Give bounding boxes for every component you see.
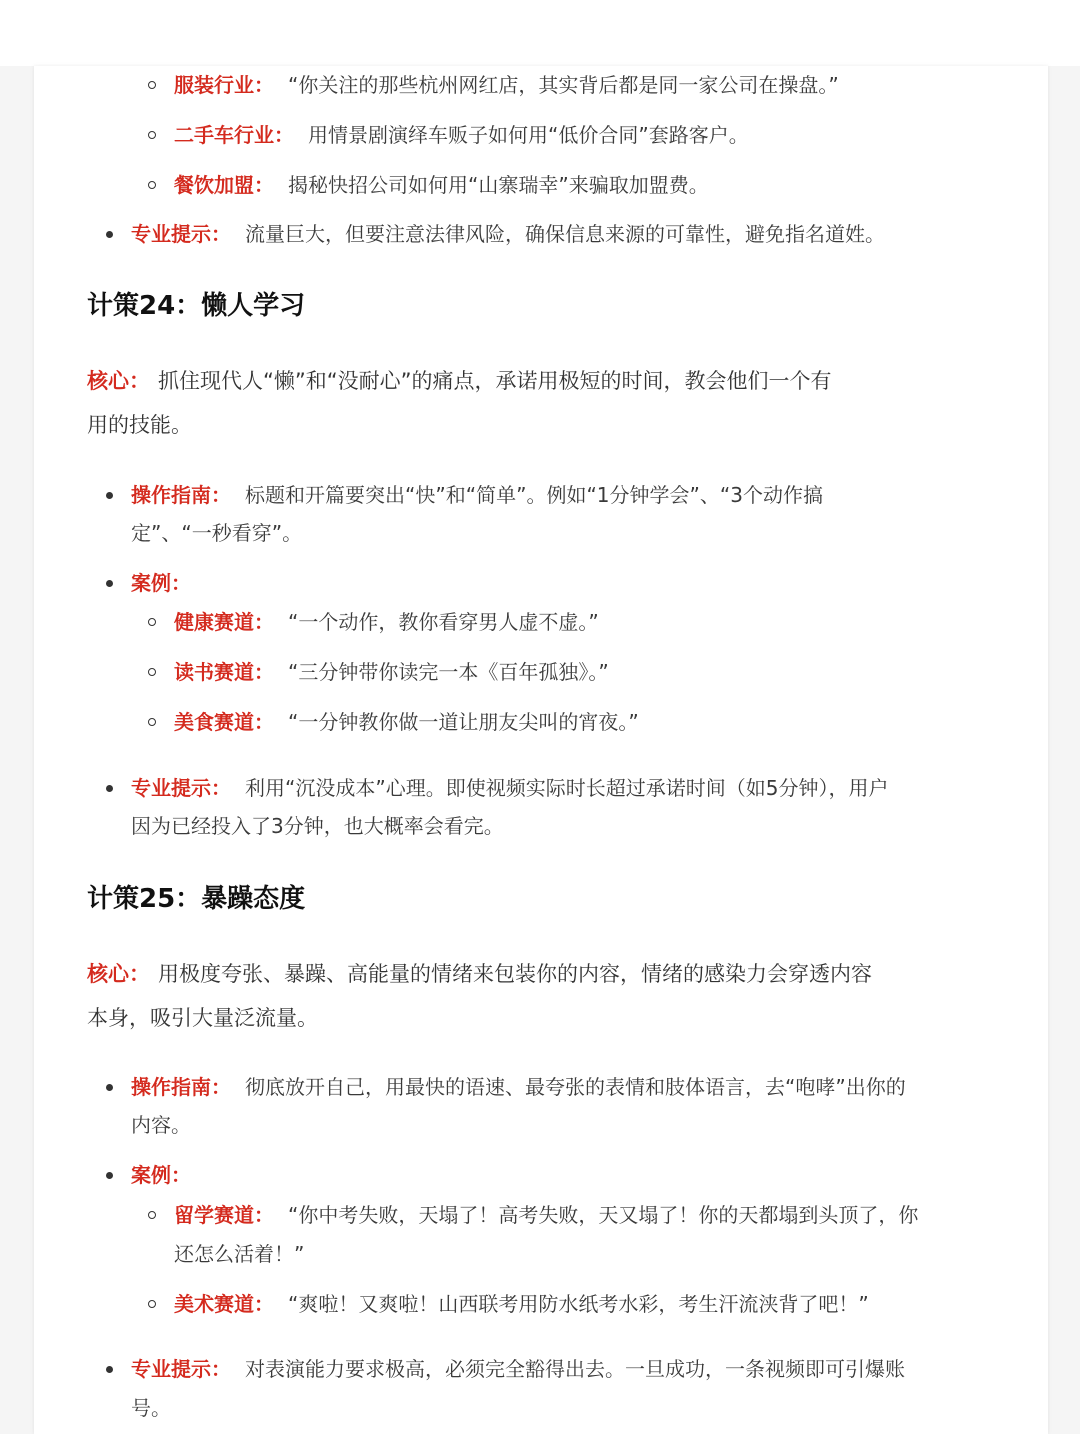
core-text: 用极度夸张、暴躁、高能量的情绪来包装你的内容，情绪的感染力会穿透内容 xyxy=(158,962,872,986)
tip-label: 专业提示： xyxy=(131,222,231,246)
sub-bullet xyxy=(148,618,156,626)
core-text: 抓住现代人“懒”和“没耐心”的痛点，承诺用极短的时间，教会他们一个有 xyxy=(158,369,832,393)
case-text: 用情景剧演绎车贩子如何用“低价合同”套路客户。 xyxy=(308,123,749,147)
case-item-used-car xyxy=(174,122,749,148)
case-item-reading xyxy=(174,659,609,685)
bullet xyxy=(106,1366,113,1373)
case-label: 留学赛道： xyxy=(174,1203,274,1227)
s24-cases-label xyxy=(131,570,191,596)
guide-text: 标题和开篇要突出“快”和“简单”。例如“1分钟学会”、“3个动作搞 xyxy=(245,483,823,507)
tip-text: 流量巨大，但要注意法律风险，确保信息来源的可靠性，避免指名道姓。 xyxy=(245,222,885,246)
s25-core-line2: 本身，吸引大量泛流量。 xyxy=(87,1006,318,1030)
s24-core-line2: 用的技能。 xyxy=(87,413,192,437)
case-text: “一分钟教你做一道让朋友尖叫的宵夜。” xyxy=(288,710,639,734)
cases-label: 案例： xyxy=(131,1163,191,1187)
sub-bullet xyxy=(148,81,156,89)
case-item-art xyxy=(174,1291,869,1317)
bullet xyxy=(106,785,113,792)
bullet xyxy=(106,231,113,238)
case-text: “爽啦！又爽啦！山西联考用防水纸考水彩，考生汗流浃背了吧！” xyxy=(288,1292,869,1316)
article-card xyxy=(34,66,1048,1434)
s25-cases-label xyxy=(131,1162,191,1188)
case-label: 二手车行业： xyxy=(174,123,294,147)
s25-guide-line1 xyxy=(131,1074,906,1100)
s24-tip-line1 xyxy=(131,775,888,801)
bullet xyxy=(106,1084,113,1091)
guide-label: 操作指南： xyxy=(131,1075,231,1099)
case-item-clothing xyxy=(174,72,839,98)
s24-core-line1 xyxy=(87,367,832,395)
bullet xyxy=(106,1172,113,1179)
sub-bullet xyxy=(148,718,156,726)
strategy-25-heading: 计策25：暴躁态度 xyxy=(87,884,306,914)
case-text: “你中考失败，天塌了！高考失败，天又塌了！你的天都塌到头顶了，你 xyxy=(288,1203,919,1227)
tip-text: 对表演能力要求极高，必须完全豁得出去。一旦成功，一条视频即可引爆账 xyxy=(245,1357,905,1381)
case-text: 揭秘快招公司如何用“山寨瑞幸”来骗取加盟费。 xyxy=(288,173,709,197)
case-label: 美食赛道： xyxy=(174,710,274,734)
sub-bullet xyxy=(148,181,156,189)
case-item-food xyxy=(174,709,639,735)
bullet xyxy=(106,580,113,587)
case-label: 健康赛道： xyxy=(174,610,274,634)
case-text: “三分钟带你读完一本《百年孤独》。” xyxy=(288,660,609,684)
guide-text: 彻底放开自己，用最快的语速、最夸张的表情和肢体语言，去“咆哮”出你的 xyxy=(245,1075,906,1099)
tip-text: 利用“沉没成本”心理。即使视频实际时长超过承诺时间（如5分钟），用户 xyxy=(245,776,889,800)
case-item-study-abroad xyxy=(174,1202,918,1228)
s25-tip-line2: 号。 xyxy=(131,1396,171,1420)
s25-guide-line2: 内容。 xyxy=(131,1113,191,1137)
bullet xyxy=(106,492,113,499)
guide-label: 操作指南： xyxy=(131,483,231,507)
sub-bullet xyxy=(148,131,156,139)
s25-core-line1 xyxy=(87,960,872,988)
core-label: 核心： xyxy=(87,369,150,393)
tip-label: 专业提示： xyxy=(131,1357,231,1381)
case-label: 美术赛道： xyxy=(174,1292,274,1316)
case-item-health xyxy=(174,609,599,635)
case-text: “一个动作，教你看穿男人虚不虚。” xyxy=(288,610,599,634)
sub-bullet xyxy=(148,1300,156,1308)
top-strip xyxy=(0,0,1080,66)
case-text: “你关注的那些杭州网红店，其实背后都是同一家公司在操盘。” xyxy=(288,73,839,97)
sub-bullet xyxy=(148,668,156,676)
s24-tip-line2: 因为已经投入了3分钟，也大概率会看完。 xyxy=(131,814,504,838)
case-label: 餐饮加盟： xyxy=(174,173,274,197)
tip-label: 专业提示： xyxy=(131,776,231,800)
tip-item xyxy=(131,221,885,247)
sub-bullet xyxy=(148,1211,156,1219)
strategy-24-heading: 计策24：懒人学习 xyxy=(87,291,306,321)
s25-tip-line1 xyxy=(131,1356,905,1382)
s24-guide-line1 xyxy=(131,482,823,508)
case-label: 读书赛道： xyxy=(174,660,274,684)
case-text-line2: 还怎么活着！” xyxy=(174,1242,305,1266)
cases-label: 案例： xyxy=(131,571,191,595)
core-label: 核心： xyxy=(87,962,150,986)
s24-guide-line2: 定”、“一秒看穿”。 xyxy=(131,521,303,545)
case-item-catering xyxy=(174,172,709,198)
case-label: 服装行业： xyxy=(174,73,274,97)
